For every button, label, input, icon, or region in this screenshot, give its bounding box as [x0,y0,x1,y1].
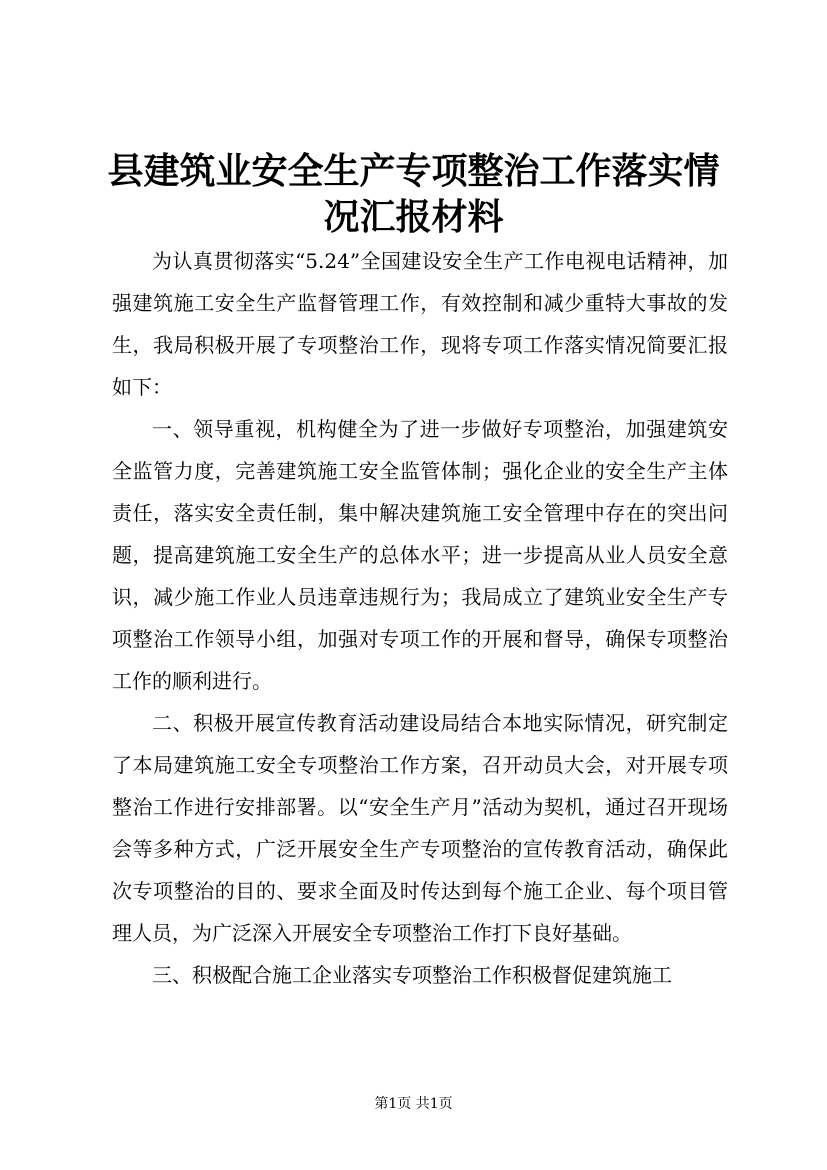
document-body [112,240,728,996]
paragraph-section-1: 一、领导重视，机构健全为了进一步做好专项整治，加强建筑安全监管力度，完善建筑施工安全监管体制；强化企业的安全生产主体责任，落实安全责任制，集中解决建筑施工安全管理中存在的突出问题，提高建筑施工安全生产的总体水平；进一步提高从业人员安全意识，减少施工作业人员违章违规行为；我局成立了建筑业安全生产专项整治工作领导小组，加强对专项工作的开展和督导，确保专项整治工作的顺利进行。 [112,417,728,693]
document-title: 县建筑业安全生产专项整治工作落实情况汇报材料 [107,150,720,238]
paragraph-intro: 为认真贯彻落实“5.24”全国建设安全生产工作电视电话精神，加强建筑施工安全生产监督管理工作，有效控制和减少重特大事故的发生，我局积极开展了专项整治工作，现将专项工作落实情况简要汇报如下： [112,249,728,399]
paragraph-section-2: 二、积极开展宣传教育活动建设局结合本地实际情况，研究制定了本局建筑施工安全专项整治工作方案，召开动员大会，对开展专项整治工作进行安排部署。以“安全生产月”活动为契机，通过召开现场会等多种方式，广泛开展安全生产专项整治的宣传教育活动，确保此次专项整治的目的、要求全面及时传达到每个施工企业、每个项目管理人员，为广泛深入开展安全专项整治工作打下良好基础。 [112,711,728,945]
paragraph-section-3: 三、积极配合施工企业落实专项整治工作积极督促建筑施工 [152,963,672,987]
page-number-footer: 第1页 共1页 [374,1096,453,1112]
